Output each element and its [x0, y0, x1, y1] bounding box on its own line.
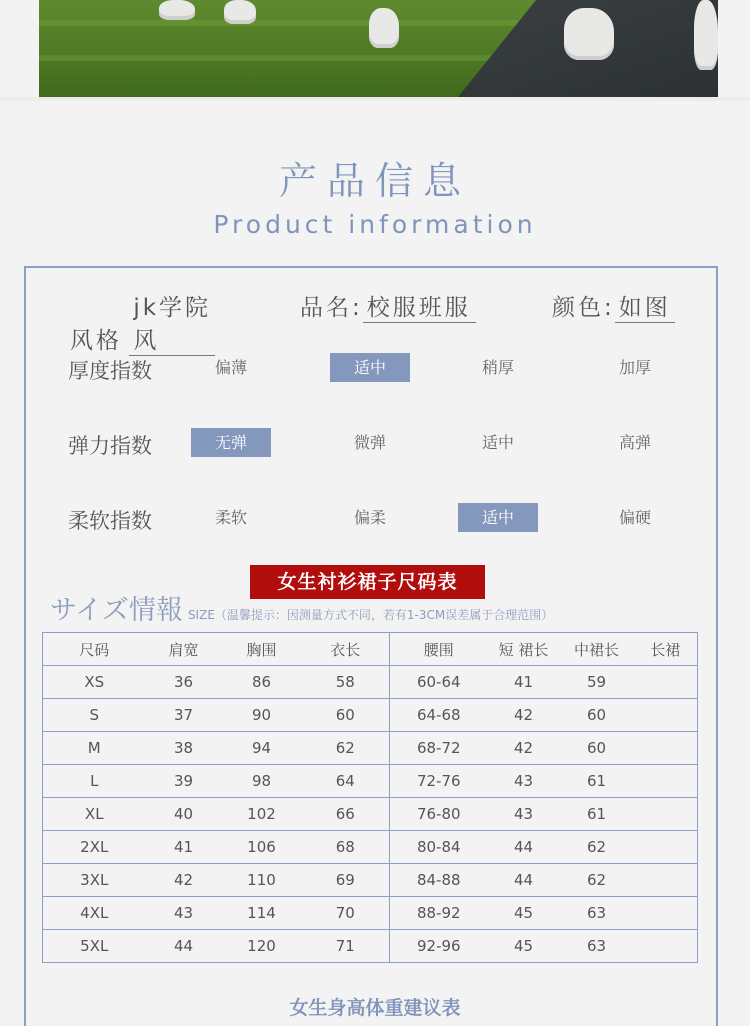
table-cell: 72-76 — [390, 765, 488, 798]
table-cell: 62 — [560, 864, 634, 897]
table-cell: 60 — [560, 732, 634, 765]
table-cell: 59 — [560, 666, 634, 699]
size-heading-title: サイズ情報 — [50, 595, 183, 626]
table-cell — [634, 732, 698, 765]
color-value: 如图 — [615, 289, 675, 323]
style-value: jk学院风 — [129, 289, 215, 356]
table-cell: 2XL — [43, 831, 146, 864]
section-subtitle: Product information — [213, 210, 537, 239]
table-cell: 40 — [146, 798, 222, 831]
thickness-option: 偏薄 — [214, 358, 247, 377]
table-header-cell: 短 裙长 — [488, 633, 560, 666]
table-cell — [634, 864, 698, 897]
table-cell — [634, 798, 698, 831]
table-cell: 62 — [302, 732, 390, 765]
table-cell: 69 — [302, 864, 390, 897]
table-cell: 64 — [302, 765, 390, 798]
table-cell: 60-64 — [390, 666, 488, 699]
table-header-cell: 中裙长 — [560, 633, 634, 666]
table-cell: 61 — [560, 798, 634, 831]
table-cell: 44 — [488, 864, 560, 897]
table-cell — [634, 831, 698, 864]
table-row — [43, 699, 698, 732]
table-cell: 84-88 — [390, 864, 488, 897]
table-cell: 58 — [302, 666, 390, 699]
softness-option-selected: 适中 — [458, 503, 538, 532]
table-header-cell: 肩宽 — [146, 633, 222, 666]
table-cell: 88-92 — [390, 897, 488, 930]
table-cell: 102 — [222, 798, 302, 831]
softness-option: 柔软 — [214, 508, 247, 527]
table-row — [43, 732, 698, 765]
elasticity-option-selected: 无弹 — [191, 428, 271, 457]
table-cell — [634, 765, 698, 798]
color-field — [552, 289, 675, 323]
elasticity-option: 微弹 — [353, 433, 386, 452]
style-field — [70, 289, 215, 356]
size-table — [42, 632, 698, 963]
color-label: 颜色: — [552, 295, 615, 321]
table-row — [43, 831, 698, 864]
name-label: 品名: — [300, 295, 363, 321]
name-field — [300, 289, 476, 323]
table-header-row — [43, 633, 698, 666]
table-header-cell: 腰围 — [390, 633, 488, 666]
table-cell — [634, 930, 698, 963]
elasticity-label: 弹力指数 — [68, 434, 152, 458]
table-cell: 36 — [146, 666, 222, 699]
table-cell: 43 — [146, 897, 222, 930]
name-value: 校服班服 — [363, 289, 476, 323]
table-cell: 45 — [488, 897, 560, 930]
table-cell: 43 — [488, 765, 560, 798]
softness-label: 柔软指数 — [68, 509, 152, 533]
table-cell: 60 — [560, 699, 634, 732]
table-cell: 5XL — [43, 930, 146, 963]
table-cell: 44 — [146, 930, 222, 963]
table-cell: 63 — [560, 897, 634, 930]
style-label: 风格 — [70, 328, 122, 354]
table-header-cell: 胸围 — [222, 633, 302, 666]
table-cell: 43 — [488, 798, 560, 831]
table-cell: 42 — [146, 864, 222, 897]
table-cell: 4XL — [43, 897, 146, 930]
table-cell: XL — [43, 798, 146, 831]
table-cell: 42 — [488, 699, 560, 732]
table-cell: 106 — [222, 831, 302, 864]
table-cell: 68-72 — [390, 732, 488, 765]
table-cell: 64-68 — [390, 699, 488, 732]
elasticity-option: 适中 — [481, 433, 514, 452]
table-cell: 45 — [488, 930, 560, 963]
table-header-cell: 尺码 — [43, 633, 146, 666]
thickness-option: 加厚 — [618, 358, 651, 377]
table-cell: 37 — [146, 699, 222, 732]
table-cell: L — [43, 765, 146, 798]
table-row — [43, 765, 698, 798]
softness-option: 偏硬 — [618, 508, 651, 527]
table-cell: 38 — [146, 732, 222, 765]
footer-heading: 女生身高体重建议表 — [289, 997, 461, 1019]
table-cell: 120 — [222, 930, 302, 963]
table-row — [43, 666, 698, 699]
table-cell: 76-80 — [390, 798, 488, 831]
softness-option: 偏柔 — [353, 508, 386, 527]
table-cell: 63 — [560, 930, 634, 963]
table-cell: 3XL — [43, 864, 146, 897]
table-cell — [634, 897, 698, 930]
table-cell: 41 — [146, 831, 222, 864]
thickness-option: 稍厚 — [481, 358, 514, 377]
size-chart-banner: 女生衬衫裙子尺码表 — [250, 565, 485, 599]
table-cell: 66 — [302, 798, 390, 831]
table-cell: 61 — [560, 765, 634, 798]
table-cell: 70 — [302, 897, 390, 930]
table-cell — [634, 666, 698, 699]
table-row — [43, 897, 698, 930]
table-row — [43, 930, 698, 963]
table-row — [43, 864, 698, 897]
thickness-label: 厚度指数 — [68, 359, 152, 383]
product-photo — [39, 0, 718, 97]
size-heading — [50, 588, 553, 627]
divider — [0, 97, 750, 101]
elasticity-option: 高弹 — [618, 433, 651, 452]
table-cell: 68 — [302, 831, 390, 864]
table-header-cell: 长裙 — [634, 633, 698, 666]
table-cell: 92-96 — [390, 930, 488, 963]
table-cell: 44 — [488, 831, 560, 864]
table-cell: XS — [43, 666, 146, 699]
table-cell: 71 — [302, 930, 390, 963]
table-cell — [634, 699, 698, 732]
table-cell: 110 — [222, 864, 302, 897]
table-cell: 94 — [222, 732, 302, 765]
table-cell: 62 — [560, 831, 634, 864]
thickness-option-selected: 适中 — [330, 353, 410, 382]
table-cell: 42 — [488, 732, 560, 765]
table-cell: 98 — [222, 765, 302, 798]
table-cell: M — [43, 732, 146, 765]
table-header-cell: 衣长 — [302, 633, 390, 666]
table-cell: 60 — [302, 699, 390, 732]
table-row — [43, 798, 698, 831]
table-cell: 80-84 — [390, 831, 488, 864]
table-cell: 90 — [222, 699, 302, 732]
section-title: 产品信息 — [278, 159, 471, 203]
table-cell: 39 — [146, 765, 222, 798]
table-cell: 86 — [222, 666, 302, 699]
table-cell: S — [43, 699, 146, 732]
table-cell: 41 — [488, 666, 560, 699]
table-cell: 114 — [222, 897, 302, 930]
size-heading-note: SIZE（温馨提示：因测量方式不同，若有1-3CM误差属于合理范围） — [187, 608, 554, 622]
